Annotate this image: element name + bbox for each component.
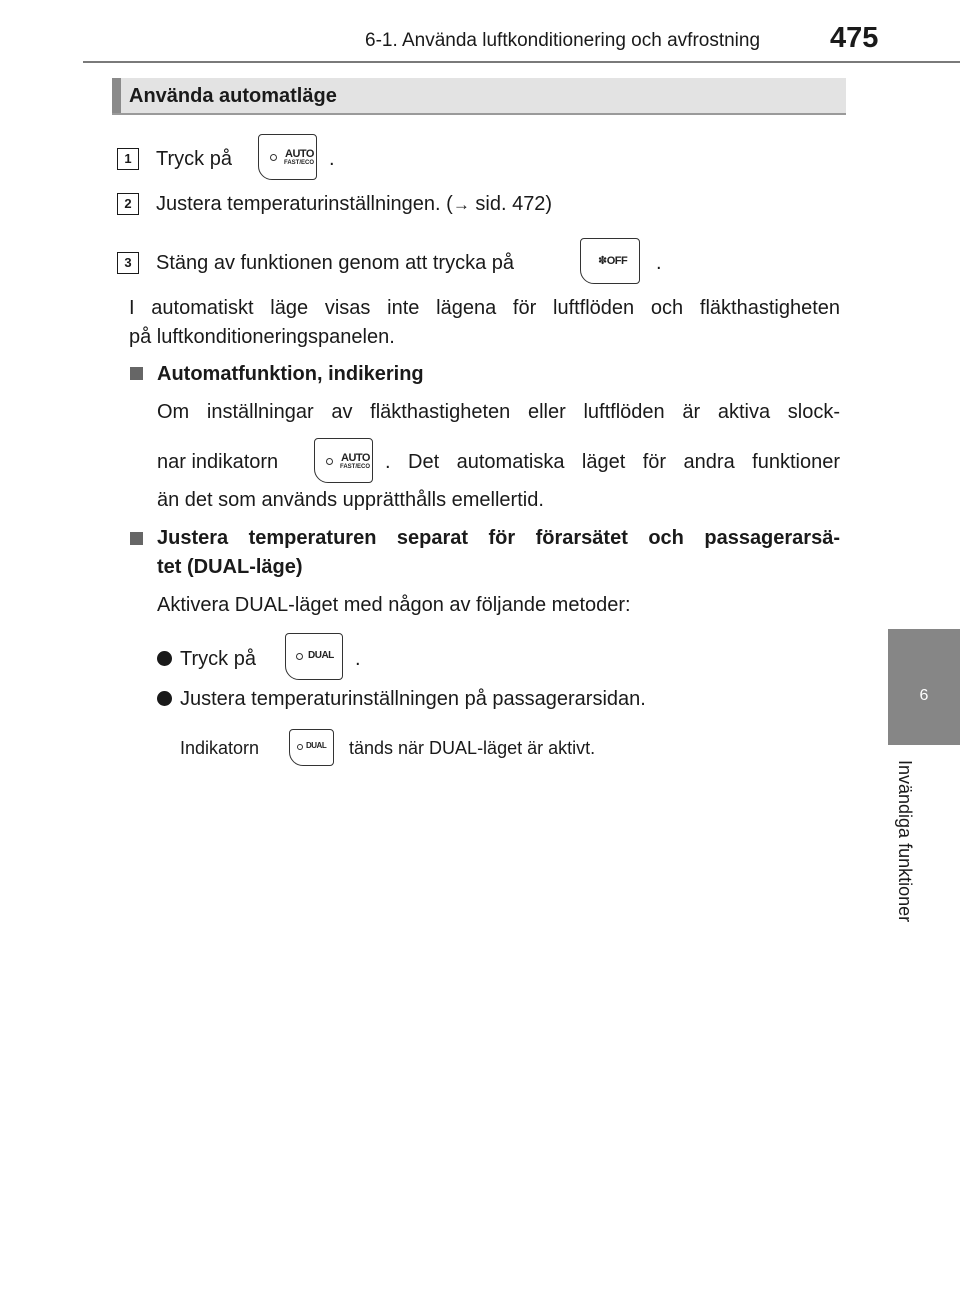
arrow-icon: →	[452, 195, 470, 214]
step-3-text: Stäng av funktionen genom att trycka på	[156, 252, 514, 274]
section-accent	[112, 78, 121, 113]
header-divider	[83, 61, 960, 63]
chapter-tab	[888, 629, 960, 745]
note-text-end: tänds när DUAL-läget är aktivt.	[349, 738, 596, 758]
chapter-title: Invändiga funktioner	[895, 760, 915, 923]
indicator-led-icon	[297, 744, 303, 750]
fan-off-button-icon	[580, 238, 640, 284]
step-number-2: 2	[117, 193, 139, 215]
indicator-led-icon	[326, 458, 333, 465]
sub1-line-2-end: . Det automatiska läget för andra funktioner	[385, 451, 840, 473]
indicator-led-icon	[296, 653, 303, 660]
square-bullet-icon	[130, 367, 143, 380]
section-heading-bar	[112, 78, 846, 115]
step-2-main: Justera temperaturinställningen. (	[156, 193, 453, 215]
bullet-2-text: Justera temperaturinställningen på passagerarsidan.	[180, 688, 646, 710]
sub-heading-dual-line-2: tet (DUAL-läge)	[157, 556, 303, 578]
sub1-line-1: Om inställningar av fläkthastigheten eller luftflöden är aktiva slock-	[157, 401, 840, 423]
auto-indicator-icon	[314, 438, 373, 483]
dual-label: DUAL	[306, 741, 327, 750]
fast-eco-label: FAST/ECO	[340, 464, 371, 470]
chapter-title-vertical	[885, 760, 925, 990]
auto-label: AUTO	[341, 452, 370, 464]
dual-intro: Aktivera DUAL-läget med någon av följande metoder:	[157, 594, 631, 616]
step-1-text: Tryck på	[156, 148, 232, 170]
header-title: 6-1. Använda luftkonditionering och avfrostning	[365, 30, 761, 51]
step-2-text	[156, 191, 552, 218]
sub-heading-auto-indication: Automatfunktion, indikering	[157, 363, 424, 385]
indicator-led-icon	[270, 154, 277, 161]
step-3-period: .	[656, 252, 662, 274]
step-number-1: 1	[117, 148, 139, 170]
dual-label: DUAL	[308, 650, 334, 661]
bullet-dot-icon	[157, 691, 172, 706]
intro-line-1: I automatiskt läge visas inte lägena för luftflöden och fläkthastigheten	[129, 297, 840, 319]
sub1-line-3: än det som används upprätthålls emellertid.	[157, 489, 544, 511]
page-reference: sid. 472)	[469, 193, 553, 215]
off-label: OFF	[606, 255, 628, 267]
fan-icon: ✽	[598, 255, 607, 267]
bullet-1-text: Tryck på	[180, 648, 256, 670]
intro-line-2: på luftkonditioneringspanelen.	[129, 326, 395, 348]
step-number-3: 3	[117, 252, 139, 274]
auto-label: AUTO	[285, 148, 314, 160]
dual-button-icon	[285, 633, 343, 680]
page-number: 475	[830, 22, 879, 54]
sub1-line-2-start: nar indikatorn	[157, 451, 279, 473]
bullet-1-period: .	[355, 648, 361, 670]
fan-off-label	[598, 254, 627, 267]
square-bullet-icon	[130, 532, 143, 545]
bullet-dot-icon	[157, 651, 172, 666]
dual-indicator-icon	[289, 729, 334, 766]
section-title: Använda automatläge	[129, 85, 337, 107]
auto-button-icon	[258, 134, 317, 180]
note-text-start: Indikatorn	[180, 738, 260, 758]
sub-heading-dual-line-1: Justera temperaturen separat för förarsätet och passagerarsä-	[157, 527, 840, 549]
step-1-period: .	[329, 148, 335, 170]
fast-eco-label: FAST/ECO	[284, 160, 315, 166]
chapter-number: 6	[919, 687, 929, 704]
